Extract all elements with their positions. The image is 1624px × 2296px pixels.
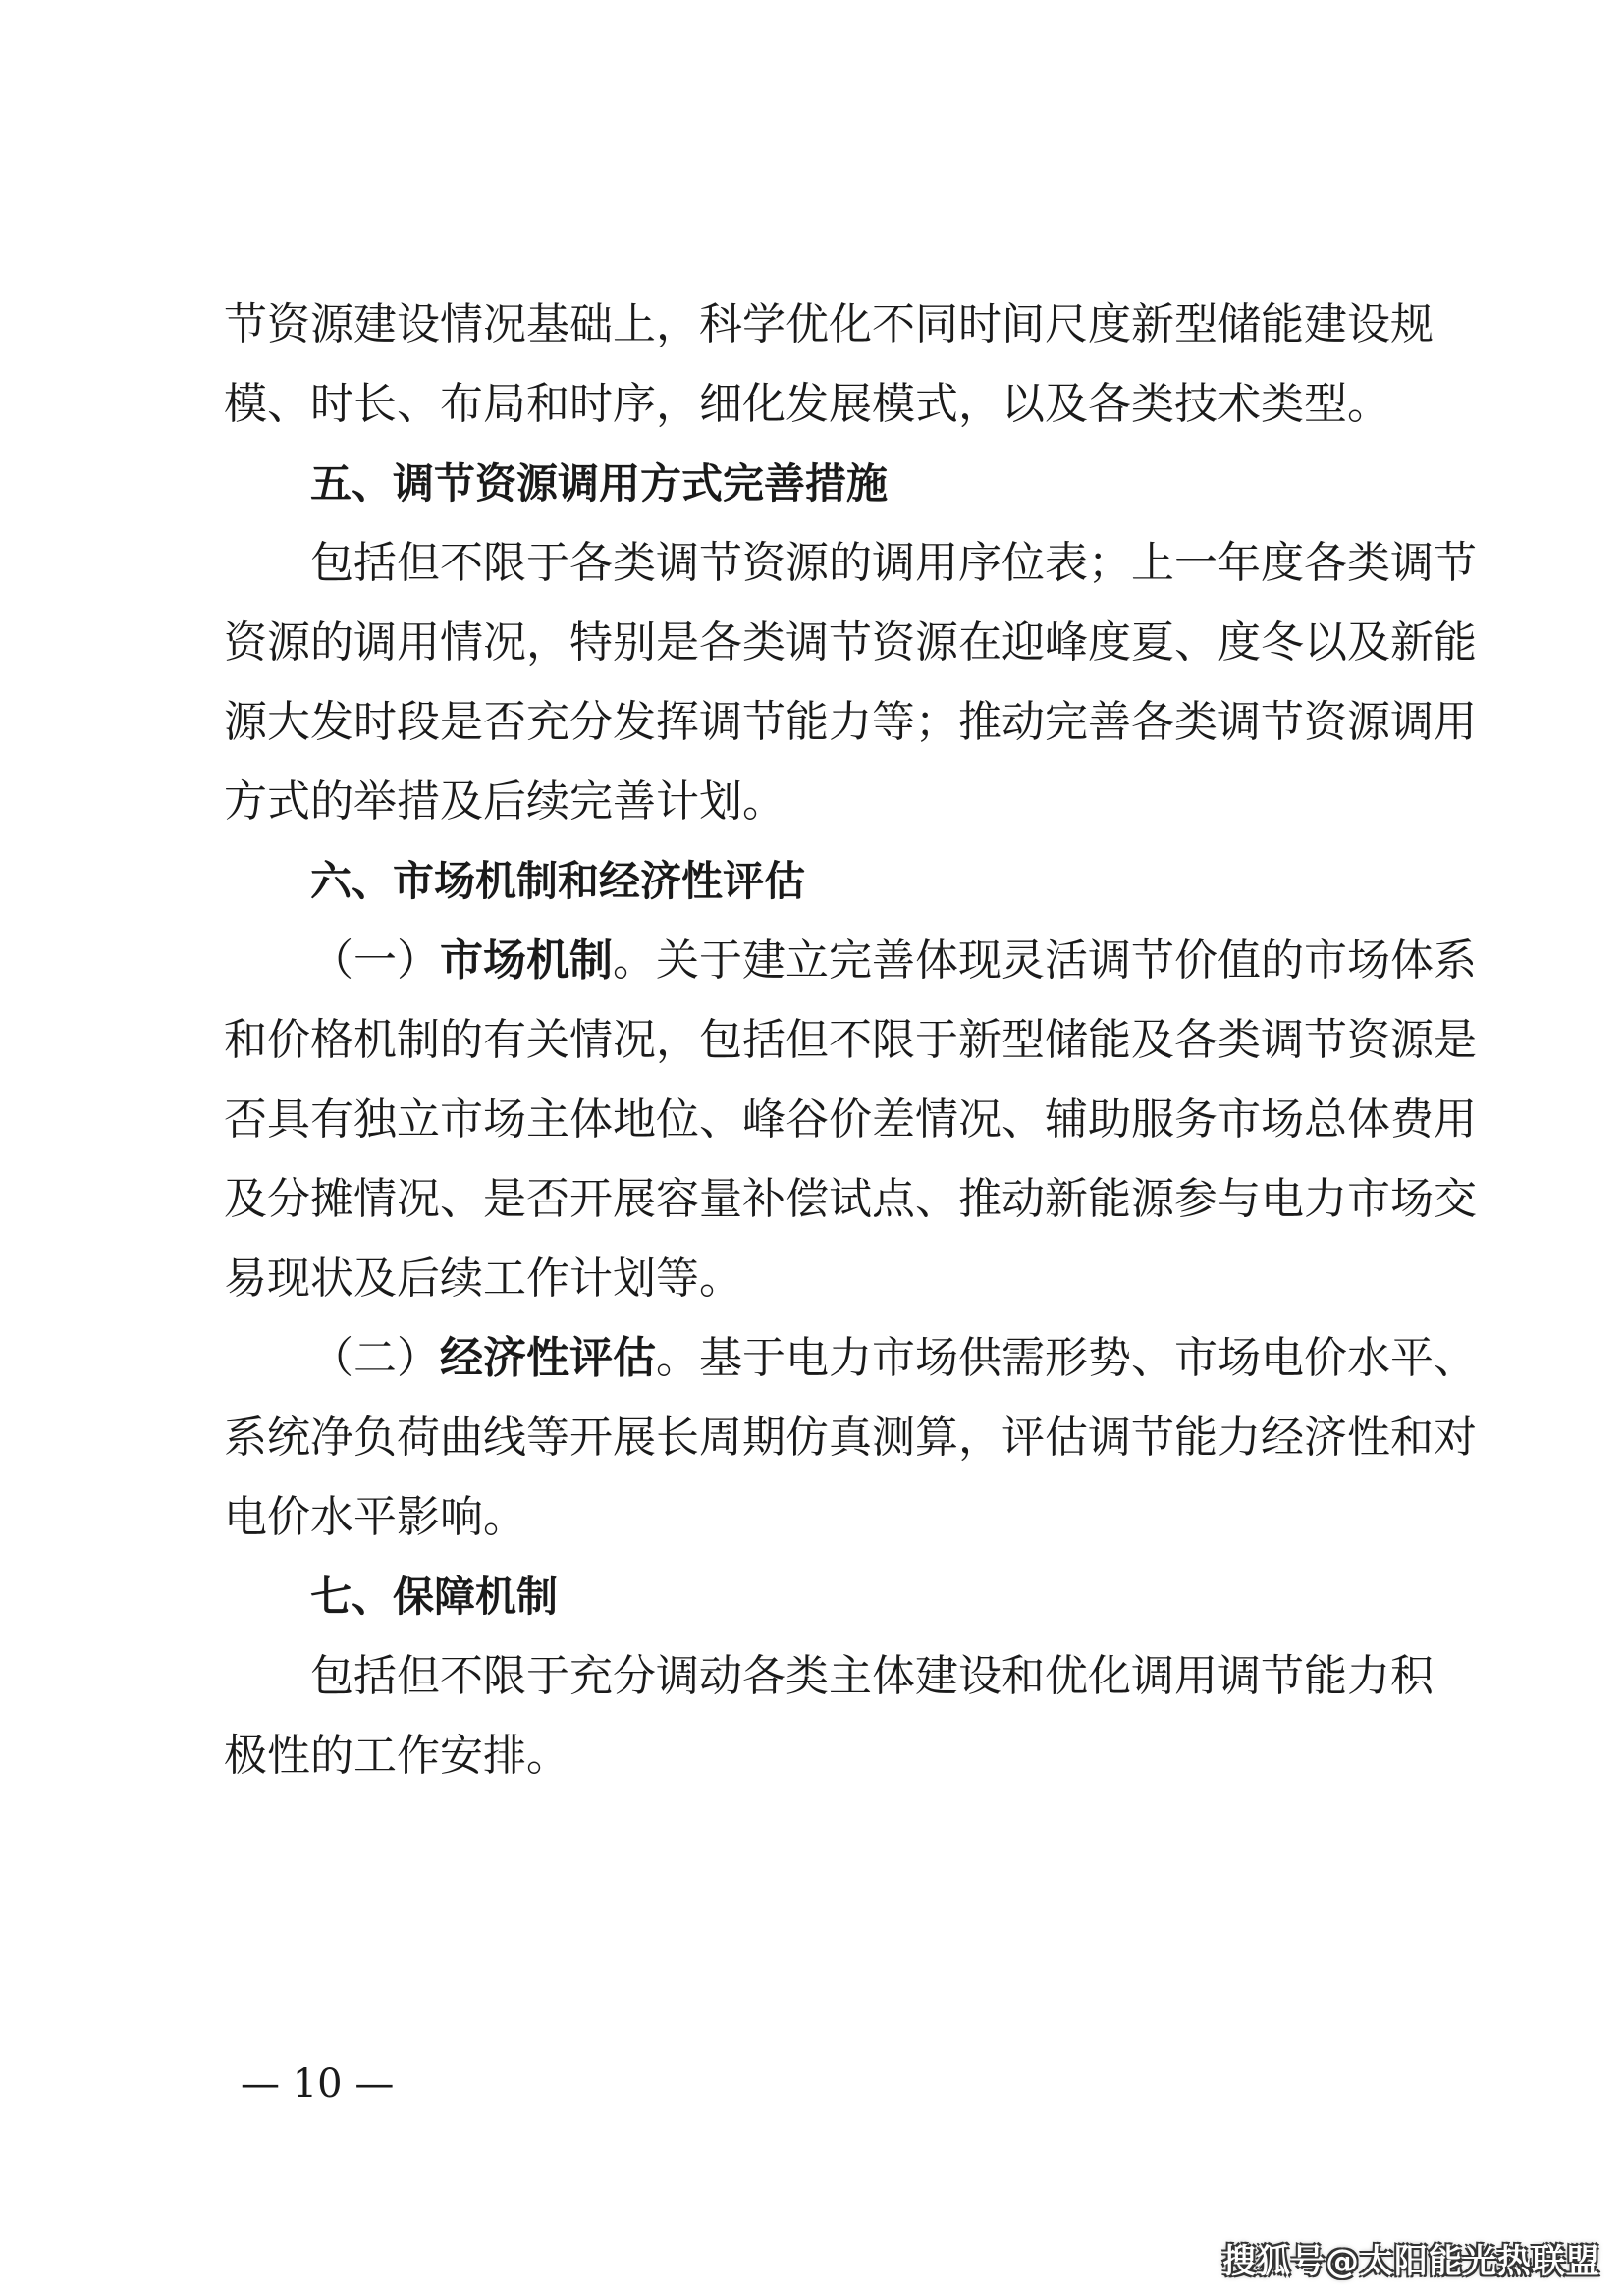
subsection-title: 经济性评估 bbox=[440, 1333, 656, 1383]
paragraph-line: 包括但不限于充分调动各类主体建设和优化调用调节能力积 bbox=[310, 1651, 1434, 1701]
paragraph-line: 包括但不限于各类调节资源的调用序位表；上一年度各类调节 bbox=[310, 538, 1477, 588]
watermark: 搜狐号@太阳能光热联盟 bbox=[1222, 2242, 1600, 2281]
paragraph-line: 系统净负荷曲线等开展长周期仿真测算，评估调节能力经济性和对 bbox=[224, 1413, 1477, 1463]
paragraph-line: 易现状及后续工作计划等。 bbox=[224, 1254, 742, 1304]
section-heading-6: 六、市场机制和经济性评估 bbox=[310, 857, 806, 905]
paragraph-line: 和价格机制的有关情况，包括但不限于新型储能及各类调节资源是 bbox=[224, 1015, 1477, 1065]
paragraph-line: 方式的举措及后续完善计划。 bbox=[224, 776, 785, 827]
subsection-prefix: （二） bbox=[310, 1333, 440, 1383]
subsection-prefix: （一） bbox=[310, 935, 440, 986]
paragraph-line: 及分摊情况、是否开展容量补偿试点、推动新能源参与电力市场交 bbox=[224, 1174, 1477, 1224]
section-heading-5: 五、调节资源调用方式完善措施 bbox=[310, 459, 889, 507]
subsection-first-line bbox=[224, 1318, 1477, 1398]
section-heading-7: 七、保障机制 bbox=[310, 1573, 559, 1621]
paragraph-line: 资源的调用情况，特别是各类调节资源在迎峰度夏、度冬以及新能 bbox=[224, 617, 1477, 667]
paragraph-line: 模、时长、布局和时序，细化发展模式，以及各类技术类型。 bbox=[224, 379, 1390, 429]
subsection-text: 。关于建立完善体现灵活调节价值的市场体系 bbox=[613, 935, 1477, 986]
paragraph-line: 极性的工作安排。 bbox=[224, 1731, 569, 1781]
paragraph-line: 否具有独立市场主体地位、峰谷价差情况、辅助服务市场总体费用 bbox=[224, 1095, 1477, 1145]
paragraph-line: 节资源建设情况基础上，科学优化不同时间尺度新型储能建设规 bbox=[224, 299, 1434, 349]
subsection-first-line bbox=[224, 921, 1477, 1000]
document-body bbox=[224, 285, 1477, 1795]
paragraph-line: 源大发时段是否充分发挥调节能力等；推动完善各类调节资源调用 bbox=[224, 697, 1477, 747]
paragraph-line: 电价水平影响。 bbox=[224, 1492, 526, 1542]
subsection-text: 。基于电力市场供需形势、市场电价水平、 bbox=[656, 1333, 1477, 1383]
page-number: — 10 — bbox=[241, 2061, 395, 2107]
subsection-title: 市场机制 bbox=[440, 935, 613, 986]
